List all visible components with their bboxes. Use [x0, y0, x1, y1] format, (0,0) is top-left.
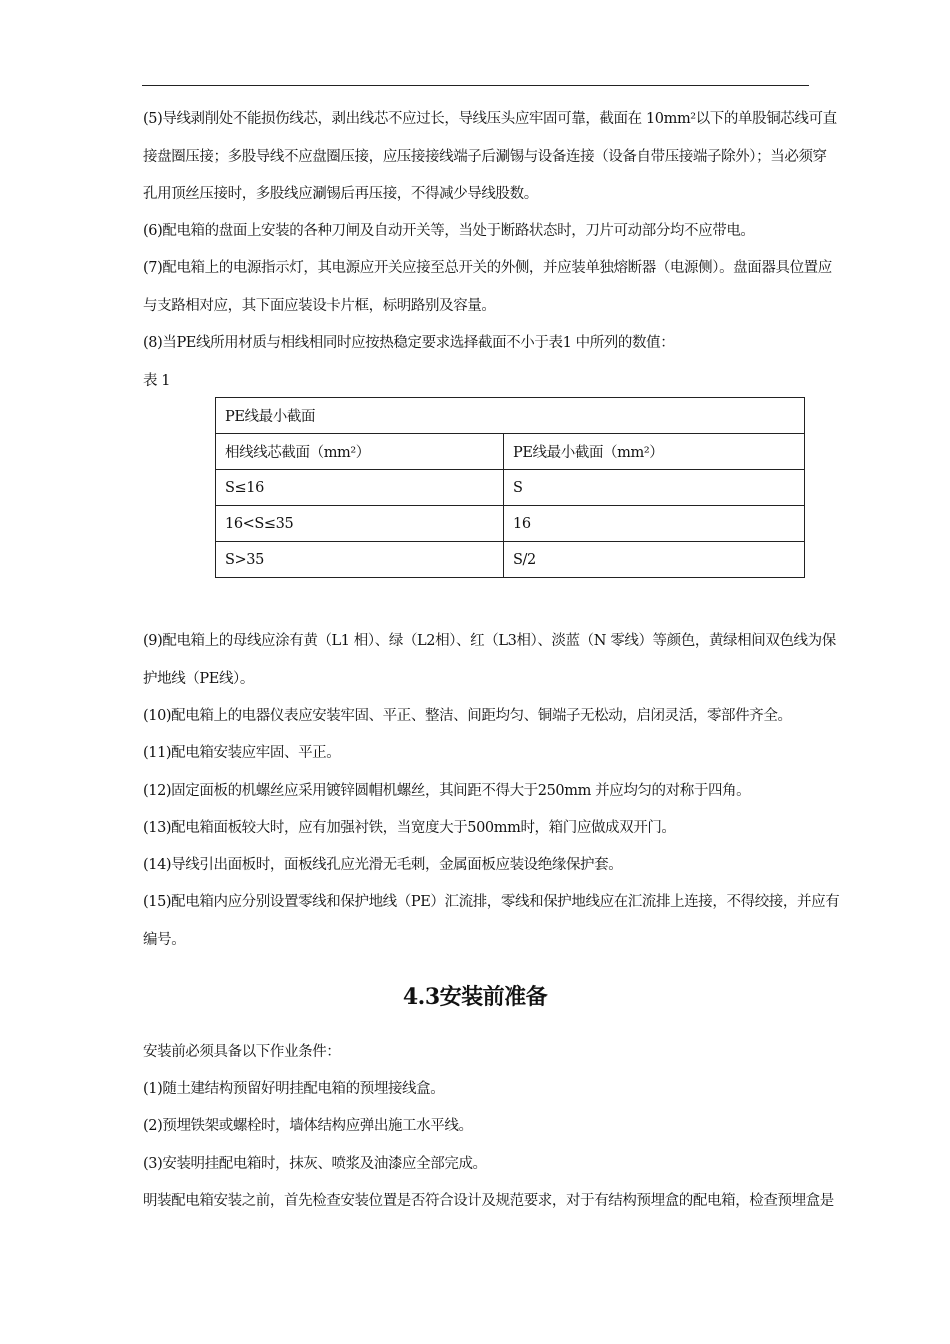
pe-cross-section-table — [215, 397, 805, 578]
paragraph-line: (9)配电箱上的母线应涂有黄（L1 相）、绿（L2相）、红（L3相）、淡蓝（N 零线）等颜色，黄绿相间双色线为保 — [143, 633, 836, 649]
paragraph-line: 明装配电箱安装之前，首先检查安装位置是否符合设计及规范要求，对于有结构预埋盒的配电箱，检查预埋盒是 — [143, 1193, 834, 1209]
table-header-cell: 相线线芯截面（mm²） — [216, 434, 504, 470]
table-title: PE线最小截面 — [216, 398, 805, 434]
table-row — [216, 506, 805, 542]
paragraph-line: (6)配电箱的盘面上安装的各种刀闸及自动开关等，当处于断路状态时，刀片可动部分均不应带电。 — [143, 223, 755, 239]
table-caption: 表 1 — [143, 373, 171, 389]
table-row — [216, 542, 805, 578]
table-cell: S — [504, 470, 805, 506]
paragraph-line: (2)预埋铁架或螺栓时，墙体结构应弹出施工水平线。 — [143, 1118, 473, 1134]
paragraph-line: (5)导线剥削处不能损伤线芯，剥出线芯不应过长，导线压头应牢固可靠，截面在 10mm²以下的单股铜芯线可直 — [143, 111, 837, 127]
section-heading: 4.3安装前准备 — [402, 984, 548, 1010]
paragraph-line: (15)配电箱内应分别设置零线和保护地线（PE）汇流排，零线和保护地线应在汇流排上连接，不得绞接，并应有 — [143, 894, 840, 910]
table-header-cell: PE线最小截面（mm²） — [504, 434, 805, 470]
paragraph-line: (8)当PE线所用材质与相线相同时应按热稳定要求选择截面不小于表1 中所列的数值： — [143, 335, 675, 351]
paragraph-line: (13)配电箱面板较大时，应有加强衬铁，当宽度大于500mm时，箱门应做成双开门。 — [143, 820, 676, 836]
table-cell: S≤16 — [216, 470, 504, 506]
paragraph-line: (3)安装明挂配电箱时，抹灰、喷浆及油漆应全部完成。 — [143, 1156, 487, 1172]
paragraph-line: 编号。 — [143, 932, 186, 948]
paragraph-line: (10)配电箱上的电器仪表应安装牢固、平正、整洁、间距均匀、铜端子无松动，启闭灵活，零部件齐全。 — [143, 708, 792, 724]
table-cell: S>35 — [216, 542, 504, 578]
table-cell: 16<S≤35 — [216, 506, 504, 542]
paragraph-line: 与支路相对应，其下面应装设卡片框，标明路别及容量。 — [143, 298, 496, 314]
paragraph-line: 安装前必须具备以下作业条件： — [143, 1044, 341, 1060]
paragraph-line: (1)随土建结构预留好明挂配电箱的预埋接线盒。 — [143, 1081, 445, 1097]
table-title-row — [216, 398, 805, 434]
paragraph-line: 孔用顶丝压接时，多股线应涮锡后再压接，不得减少导线股数。 — [143, 186, 538, 202]
header-rule — [142, 85, 809, 86]
paragraph-line: 护地线（PE线）。 — [143, 671, 254, 687]
table-row — [216, 470, 805, 506]
paragraph-line: (12)固定面板的机螺丝应采用镀锌圆帽机螺丝，其间距不得大于250mm 并应均匀的对称于四角。 — [143, 783, 751, 799]
paragraph-line: 接盘圈压接；多股导线不应盘圈压接，应压接接线端子后涮锡与设备连接（设备自带压接端子除外）；当必须穿 — [143, 149, 827, 165]
table-cell: 16 — [504, 506, 805, 542]
paragraph-line: (11)配电箱安装应牢固、平正。 — [143, 745, 341, 761]
paragraph-line: (14)导线引出面板时，面板线孔应光滑无毛刺，金属面板应装设绝缘保护套。 — [143, 857, 623, 873]
table-header-row — [216, 434, 805, 470]
table-cell: S/2 — [504, 542, 805, 578]
paragraph-line: (7)配电箱上的电源指示灯，其电源应开关应接至总开关的外侧，并应装单独熔断器（电源侧）。盘面器具位置应 — [143, 260, 832, 276]
